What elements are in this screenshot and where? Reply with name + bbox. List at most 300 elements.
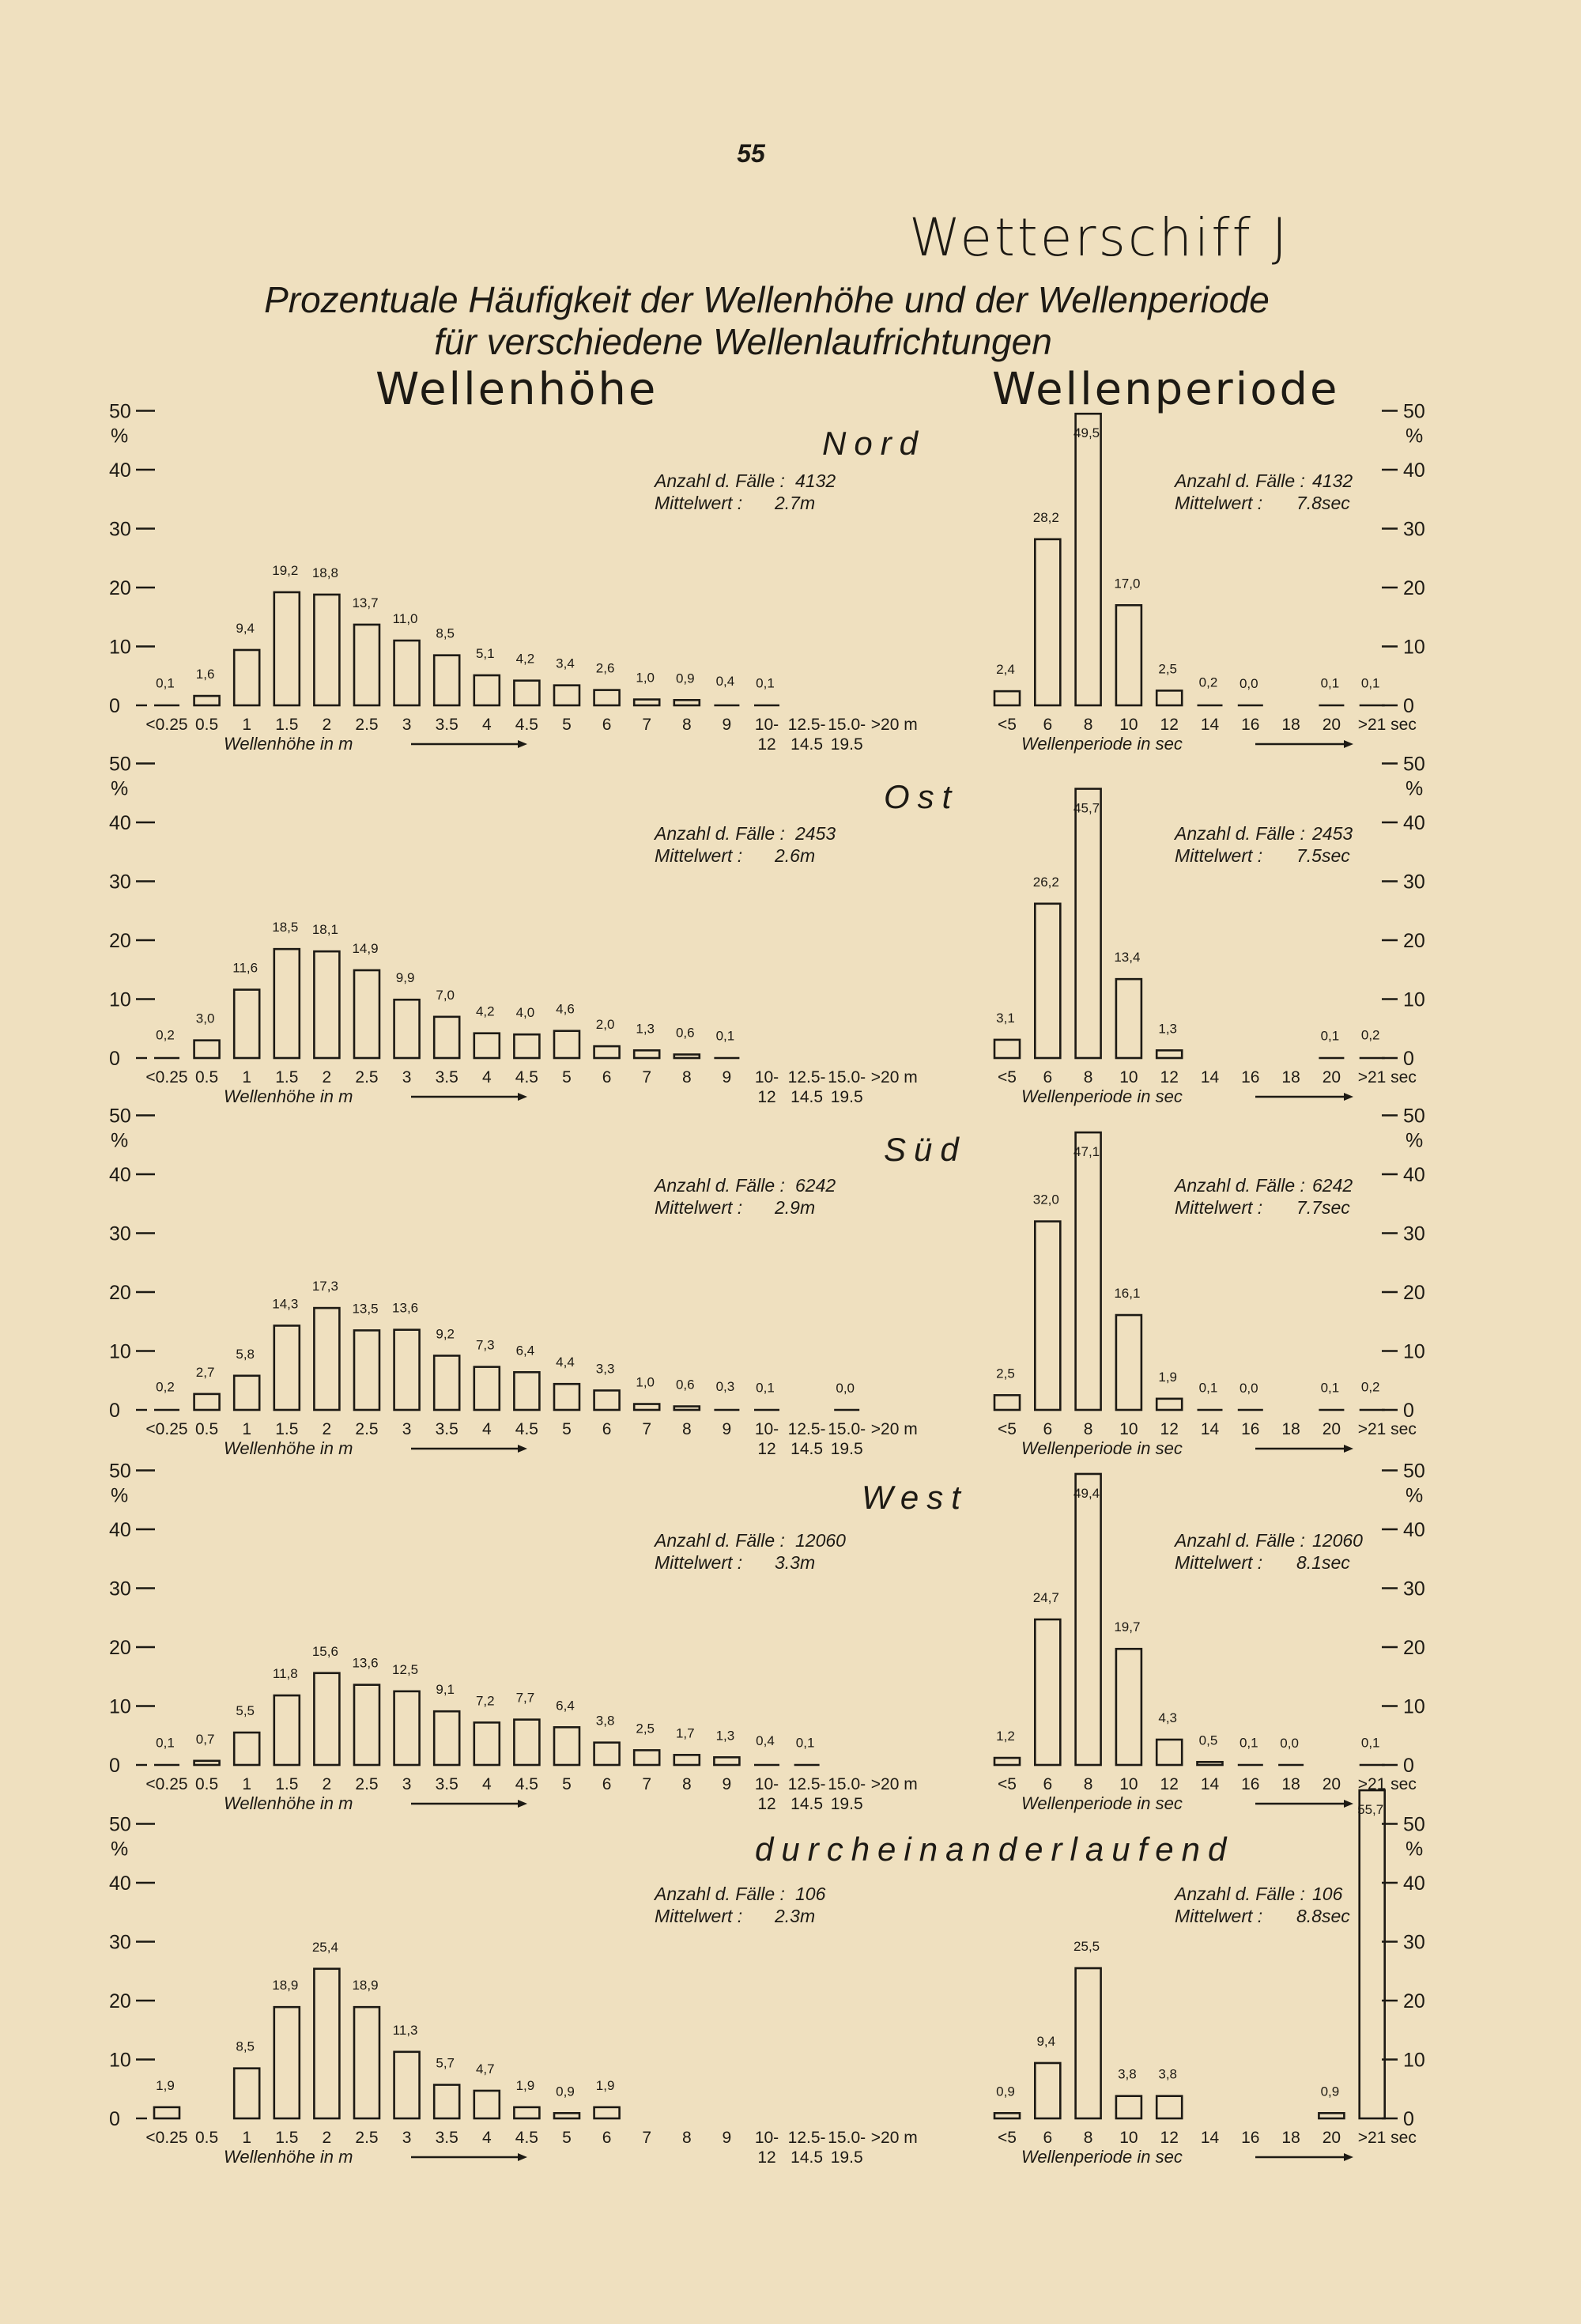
height-x-tick: 4 <box>481 1775 492 1793</box>
height-count-value: 6242 <box>795 1175 836 1196</box>
height-bar <box>154 2107 179 2118</box>
height-x-tick: 3 <box>402 1068 412 1086</box>
y-tick-label-left: 30 <box>109 518 131 541</box>
height-x-tick: >20 m <box>870 716 918 734</box>
height-x-tick: 7 <box>642 1775 652 1793</box>
height-bar <box>634 1750 659 1765</box>
period-value-label: 4,3 <box>1158 1710 1178 1725</box>
height-value-label: 15,6 <box>311 1643 338 1659</box>
height-mean-label: Mittelwert : <box>655 1197 743 1218</box>
height-x-tick-line2: 12 <box>757 2148 776 2167</box>
period-bar <box>1076 414 1101 705</box>
subtitle-line-2: für verschiedene Wellenlaufrichtungen <box>434 321 1052 362</box>
height-x-tick: 15.0- <box>828 1775 866 1793</box>
height-x-tick: 1.5 <box>275 1420 299 1438</box>
period-value-label: 0,9 <box>1320 2084 1340 2099</box>
period-x-tick: <5 <box>998 1068 1017 1086</box>
height-value-label: 1,3 <box>636 1021 655 1037</box>
period-value-label: 0,0 <box>1239 1381 1258 1396</box>
height-x-tick: 3.5 <box>435 2129 458 2147</box>
y-unit-right: % <box>1406 1484 1424 1507</box>
height-x-tick: 2 <box>322 1420 332 1438</box>
height-value-label: 14,9 <box>352 940 379 956</box>
height-value-label: 1,0 <box>636 1374 655 1390</box>
height-x-tick: 12.5- <box>787 1420 826 1438</box>
height-x-tick: 3 <box>402 1420 412 1438</box>
period-value-label: 0,0 <box>1239 676 1258 691</box>
height-bar <box>274 949 300 1058</box>
period-bar <box>994 1395 1020 1410</box>
height-count-value: 106 <box>795 1884 826 1904</box>
height-x-tick: 3.5 <box>435 1420 458 1438</box>
period-bar <box>1157 2096 1182 2118</box>
height-bar <box>674 1755 700 1765</box>
height-mean-value: 3.3m <box>775 1552 816 1573</box>
height-x-tick: 2.5 <box>355 1068 379 1086</box>
height-x-tick: 8 <box>681 716 692 734</box>
heading-wave-height: Wellenhöhe <box>375 364 658 415</box>
period-x-tick: 18 <box>1281 1420 1300 1438</box>
height-bar <box>634 700 659 705</box>
period-bar <box>1116 605 1141 705</box>
height-value-label: 9,4 <box>236 620 255 636</box>
height-x-tick: 9 <box>722 716 732 734</box>
height-x-tick: 0.5 <box>194 716 219 734</box>
height-value-label: 8,5 <box>436 625 455 641</box>
period-x-tick: 8 <box>1083 716 1093 734</box>
period-x-tick: 12 <box>1160 1775 1179 1793</box>
period-value-label: 3,1 <box>996 1010 1015 1026</box>
y-tick-label-right: 10 <box>1403 1695 1425 1718</box>
period-x-tick: 10 <box>1119 1420 1138 1438</box>
height-x-tick: 0.5 <box>194 2129 219 2147</box>
height-value-label: 4,2 <box>515 651 535 667</box>
height-count-label: Anzahl d. Fälle : <box>655 823 785 844</box>
period-x-tick: 14 <box>1200 1775 1220 1793</box>
period-x-tick: 16 <box>1241 2129 1260 2147</box>
height-x-tick-line2: 14.5 <box>790 1440 824 1458</box>
y-tick-label-left: 30 <box>109 871 131 894</box>
height-x-tick: <0.25 <box>145 716 188 734</box>
height-bar <box>434 656 459 705</box>
height-bar <box>514 1372 539 1410</box>
y-tick-label-left: 30 <box>109 1222 131 1245</box>
period-count-label: Anzahl d. Fälle : <box>1175 1530 1305 1551</box>
period-bar <box>1035 1222 1060 1410</box>
period-value-label: 3,8 <box>1118 2066 1137 2082</box>
height-value-label: 0,1 <box>795 1735 815 1751</box>
height-bar <box>514 1034 539 1058</box>
period-x-arrowhead <box>1344 1800 1353 1808</box>
period-mean-value: 8.8sec <box>1296 1906 1350 1926</box>
height-value-label: 0,0 <box>836 1381 855 1396</box>
height-x-tick: 3.5 <box>435 1068 458 1086</box>
period-x-tick: 12 <box>1160 1420 1179 1438</box>
height-value-label: 25,4 <box>311 1939 338 1955</box>
height-x-tick: 4.5 <box>515 2129 539 2147</box>
height-bar <box>394 1000 420 1058</box>
height-value-label: 18,9 <box>272 1978 299 1993</box>
period-value-label: 16,1 <box>1114 1286 1141 1302</box>
period-x-tick: 14 <box>1200 1068 1220 1086</box>
height-x-tick-line2: 19.5 <box>830 735 863 754</box>
height-x-tick: 4.5 <box>515 1420 539 1438</box>
height-x-tick-line2: 19.5 <box>830 1088 863 1106</box>
height-bar <box>234 650 259 705</box>
height-x-tick: 2 <box>322 1068 332 1086</box>
height-x-tick: <0.25 <box>145 1420 188 1438</box>
height-x-tick: 5 <box>562 1420 572 1438</box>
height-bar <box>354 1685 379 1765</box>
y-tick-label-right: 50 <box>1403 400 1425 423</box>
period-mean-label: Mittelwert : <box>1175 845 1263 866</box>
height-bar <box>674 1407 700 1410</box>
height-x-tick: 3 <box>402 1775 412 1793</box>
height-bar <box>354 2007 379 2118</box>
y-tick-label-right: 0 <box>1403 695 1414 717</box>
period-count-value: 4132 <box>1312 470 1353 491</box>
y-tick-label-left: 20 <box>109 577 131 599</box>
y-tick-label-left: 40 <box>109 1872 131 1895</box>
period-x-axis-label: Wellenperiode in sec <box>1021 1438 1183 1458</box>
period-x-tick: 20 <box>1322 716 1341 734</box>
height-mean-value: 2.9m <box>775 1197 816 1218</box>
height-x-tick: 0.5 <box>194 1775 219 1793</box>
y-tick-label-right: 10 <box>1403 1340 1425 1363</box>
height-x-axis-label: Wellenhöhe in m <box>224 1438 353 1458</box>
y-tick-label-right: 0 <box>1403 2108 1414 2130</box>
period-bar <box>994 1040 1020 1058</box>
height-x-tick: 1.5 <box>275 1068 299 1086</box>
height-x-axis-label: Wellenhöhe in m <box>224 1086 353 1106</box>
height-value-label: 0,6 <box>675 1025 695 1041</box>
period-x-tick: 20 <box>1322 1775 1341 1793</box>
height-x-tick: 6 <box>602 2129 612 2147</box>
period-count-label: Anzahl d. Fälle : <box>1175 470 1305 491</box>
height-value-label: 4,2 <box>475 1003 495 1019</box>
period-x-tick: <5 <box>998 1775 1017 1793</box>
height-bar <box>314 1673 339 1765</box>
period-x-tick: <5 <box>998 2129 1017 2147</box>
period-value-label: 0,1 <box>1360 675 1380 691</box>
period-mean-value: 7.8sec <box>1296 493 1350 513</box>
height-bar <box>394 1330 420 1410</box>
height-x-tick: 3.5 <box>435 716 458 734</box>
height-value-label: 0,2 <box>156 1379 175 1395</box>
period-bar <box>1360 1790 1385 2118</box>
period-bar <box>1198 1762 1223 1765</box>
period-x-tick: 8 <box>1083 1775 1093 1793</box>
height-mean-label: Mittelwert : <box>655 493 743 513</box>
y-tick-label-left: 0 <box>109 1048 120 1070</box>
period-bar <box>1319 2113 1344 2118</box>
y-tick-label-right: 20 <box>1403 930 1425 952</box>
y-tick-label-right: 50 <box>1403 1460 1425 1483</box>
height-bar <box>314 1308 339 1410</box>
height-x-tick: 5 <box>562 716 572 734</box>
period-x-tick: 16 <box>1241 716 1260 734</box>
height-value-label: 13,5 <box>352 1301 379 1317</box>
height-x-tick: 0.5 <box>194 1068 219 1086</box>
period-x-tick: 14 <box>1200 716 1220 734</box>
height-bar <box>474 675 500 705</box>
height-bar <box>594 1390 620 1410</box>
period-value-label: 17,0 <box>1114 576 1141 591</box>
period-value-label: 3,8 <box>1158 2066 1178 2082</box>
height-x-tick: 2.5 <box>355 1775 379 1793</box>
height-bar <box>434 1711 459 1765</box>
height-value-label: 3,8 <box>595 1713 615 1729</box>
height-bar <box>194 1761 220 1765</box>
period-x-axis-label: Wellenperiode in sec <box>1021 1086 1183 1106</box>
period-x-arrowhead <box>1344 740 1353 748</box>
height-value-label: 7,2 <box>475 1693 495 1709</box>
y-tick-label-right: 10 <box>1403 2049 1425 2072</box>
period-x-tick: 18 <box>1281 2129 1300 2147</box>
height-x-arrowhead <box>518 2153 527 2161</box>
height-x-tick: 3 <box>402 2129 412 2147</box>
period-x-tick: >21 sec <box>1357 1420 1417 1438</box>
height-bar <box>674 1055 700 1058</box>
y-tick-label-right: 10 <box>1403 636 1425 659</box>
height-x-tick: 9 <box>722 1420 732 1438</box>
y-tick-label-left: 20 <box>109 1637 131 1659</box>
height-x-tick: 1.5 <box>275 716 299 734</box>
y-tick-label-left: 10 <box>109 1340 131 1363</box>
period-x-tick: 10 <box>1119 716 1138 734</box>
period-value-label: 0,2 <box>1360 1379 1380 1395</box>
period-value-label: 0,1 <box>1198 1380 1218 1396</box>
y-tick-label-right: 20 <box>1403 1990 1425 2012</box>
period-mean-label: Mittelwert : <box>1175 493 1263 513</box>
period-mean-value: 7.5sec <box>1296 845 1350 866</box>
period-value-label: 45,7 <box>1073 800 1100 816</box>
period-x-axis-label: Wellenperiode in sec <box>1021 2147 1183 2167</box>
height-value-label: 11,6 <box>232 960 258 976</box>
height-x-tick: 12.5- <box>787 1775 826 1793</box>
period-x-arrowhead <box>1344 2153 1353 2161</box>
period-x-arrowhead <box>1344 1445 1353 1453</box>
height-bar <box>474 1722 500 1765</box>
period-value-label: 25,5 <box>1073 1939 1100 1955</box>
height-bar <box>554 2113 579 2118</box>
height-bar <box>554 1031 579 1058</box>
period-value-label: 1,2 <box>996 1729 1015 1744</box>
period-value-label: 0,1 <box>1320 1028 1340 1044</box>
height-x-tick: 5 <box>562 1775 572 1793</box>
period-bar <box>1035 904 1060 1058</box>
period-bar <box>1116 979 1141 1058</box>
height-bar <box>274 592 300 705</box>
height-x-tick: 10- <box>754 1420 779 1438</box>
period-x-tick: 16 <box>1241 1775 1260 1793</box>
height-count-value: 12060 <box>795 1530 846 1551</box>
height-x-tick: 2.5 <box>355 1420 379 1438</box>
period-value-label: 1,9 <box>1158 1369 1178 1385</box>
height-x-tick: 8 <box>681 2129 692 2147</box>
height-x-tick: 15.0- <box>828 1068 866 1086</box>
y-tick-label-left: 40 <box>109 812 131 834</box>
height-bar <box>274 1325 300 1410</box>
height-x-tick: 9 <box>722 2129 732 2147</box>
height-x-tick: 6 <box>602 1420 612 1438</box>
period-x-tick: 12 <box>1160 1068 1179 1086</box>
height-value-label: 0,2 <box>156 1027 175 1043</box>
y-unit-left: % <box>111 1838 129 1861</box>
height-bar <box>474 2091 500 2118</box>
height-value-label: 5,7 <box>436 2055 455 2071</box>
period-value-label: 49,5 <box>1073 425 1100 441</box>
period-value-label: 0,1 <box>1239 1735 1258 1751</box>
y-tick-label-right: 40 <box>1403 1519 1425 1541</box>
height-bar <box>434 2085 459 2118</box>
height-x-tick: 10- <box>754 1775 779 1793</box>
height-count-label: Anzahl d. Fälle : <box>655 470 785 491</box>
period-mean-label: Mittelwert : <box>1175 1552 1263 1573</box>
height-x-tick: 3.5 <box>435 1775 458 1793</box>
height-x-tick-line2: 14.5 <box>790 2148 824 2167</box>
height-x-tick: 4 <box>481 716 492 734</box>
period-x-tick: <5 <box>998 1420 1017 1438</box>
period-value-label: 26,2 <box>1032 874 1059 890</box>
height-value-label: 11,3 <box>392 2022 418 2038</box>
height-count-label: Anzahl d. Fälle : <box>655 1175 785 1196</box>
height-bar <box>234 1733 259 1765</box>
height-count-label: Anzahl d. Fälle : <box>655 1884 785 1904</box>
period-value-label: 0,2 <box>1360 1027 1380 1043</box>
height-value-label: 1,3 <box>715 1728 735 1744</box>
height-x-tick: 1 <box>242 2129 252 2147</box>
period-value-label: 0,1 <box>1320 1380 1340 1396</box>
y-tick-label-left: 50 <box>109 753 131 776</box>
y-tick-label-right: 0 <box>1403 1755 1414 1777</box>
height-bar <box>234 990 259 1058</box>
height-x-axis-label: Wellenhöhe in m <box>224 2147 353 2167</box>
height-bar <box>514 681 539 705</box>
period-value-label: 28,2 <box>1032 509 1059 525</box>
period-value-label: 0,1 <box>1360 1735 1380 1751</box>
period-value-label: 49,4 <box>1073 1485 1100 1501</box>
height-x-tick: 8 <box>681 1775 692 1793</box>
height-x-tick: 10- <box>754 716 779 734</box>
height-x-tick: >20 m <box>870 2129 918 2147</box>
period-x-tick: 12 <box>1160 2129 1179 2147</box>
period-x-tick: 10 <box>1119 1068 1138 1086</box>
height-value-label: 1,9 <box>156 2077 175 2093</box>
y-tick-label-left: 0 <box>109 695 120 717</box>
period-value-label: 2,4 <box>996 662 1015 678</box>
height-bar <box>394 641 420 705</box>
period-count-value: 2453 <box>1312 823 1353 844</box>
period-value-label: 0,1 <box>1320 675 1340 691</box>
period-value-label: 1,3 <box>1158 1021 1178 1037</box>
period-bar <box>1157 690 1182 705</box>
height-bar <box>194 696 220 705</box>
height-x-tick: 8 <box>681 1420 692 1438</box>
period-value-label: 0,9 <box>996 2084 1015 2099</box>
y-unit-left: % <box>111 777 129 800</box>
y-tick-label-left: 50 <box>109 1105 131 1128</box>
height-bar <box>354 625 379 705</box>
period-mean-value: 8.1sec <box>1296 1552 1350 1573</box>
period-bar <box>1116 1315 1141 1410</box>
y-tick-label-left: 0 <box>109 1400 120 1422</box>
height-bar <box>234 1376 259 1410</box>
period-x-axis-label: Wellenperiode in sec <box>1021 1793 1183 1813</box>
height-bar <box>594 1743 620 1765</box>
height-x-tick: 0.5 <box>194 1420 219 1438</box>
height-mean-value: 2.7m <box>775 493 816 513</box>
height-x-tick: 4 <box>481 1420 492 1438</box>
height-bar <box>634 1050 659 1058</box>
height-x-tick: 15.0- <box>828 1420 866 1438</box>
subtitle-line-1: Prozentuale Häufigkeit der Wellenhöhe und der Wellenperiode <box>264 279 1270 320</box>
y-tick-label-right: 50 <box>1403 1813 1425 1836</box>
height-x-tick: >20 m <box>870 1068 918 1086</box>
period-value-label: 0,2 <box>1198 675 1218 690</box>
height-bar <box>394 2052 420 2118</box>
y-tick-label-right: 30 <box>1403 1222 1425 1245</box>
height-x-tick: 1.5 <box>275 2129 299 2147</box>
period-bar <box>1035 1619 1060 1765</box>
height-x-tick: <0.25 <box>145 1775 188 1793</box>
y-unit-right: % <box>1406 425 1424 448</box>
period-value-label: 47,1 <box>1073 1144 1100 1160</box>
period-x-axis-label: Wellenperiode in sec <box>1021 734 1183 754</box>
period-value-label: 55,7 <box>1357 1802 1384 1818</box>
height-bar <box>354 1330 379 1410</box>
period-mean-label: Mittelwert : <box>1175 1906 1263 1926</box>
height-bar <box>194 1394 220 1410</box>
period-x-tick: 14 <box>1200 1420 1220 1438</box>
height-value-label: 1,9 <box>595 2077 615 2093</box>
period-count-value: 106 <box>1312 1884 1343 1904</box>
height-bar <box>314 1969 339 2118</box>
height-value-label: 13,7 <box>352 595 379 610</box>
height-x-tick: 7 <box>642 1420 652 1438</box>
height-x-tick: 6 <box>602 1068 612 1086</box>
period-value-label: 2,5 <box>1158 661 1178 677</box>
height-bar <box>554 686 579 705</box>
height-value-label: 3,3 <box>595 1361 615 1377</box>
height-bar <box>394 1691 420 1765</box>
y-tick-label-right: 50 <box>1403 753 1425 776</box>
height-value-label: 9,1 <box>436 1682 455 1698</box>
height-x-tick: 1 <box>242 1068 252 1086</box>
y-tick-label-right: 30 <box>1403 518 1425 541</box>
height-x-tick: 4 <box>481 2129 492 2147</box>
height-x-tick: 2 <box>322 2129 332 2147</box>
height-value-label: 0,1 <box>156 1735 175 1751</box>
height-value-label: 0,3 <box>715 1378 735 1394</box>
y-tick-label-left: 20 <box>109 930 131 952</box>
height-x-tick: 12.5- <box>787 1068 826 1086</box>
y-unit-right: % <box>1406 1129 1424 1152</box>
height-value-label: 0,1 <box>756 675 775 691</box>
height-x-tick: 1 <box>242 1420 252 1438</box>
height-value-label: 7,7 <box>515 1690 535 1706</box>
height-value-label: 18,9 <box>352 1978 379 1993</box>
period-bar <box>1157 1050 1182 1058</box>
height-value-label: 17,3 <box>311 1279 338 1294</box>
period-x-tick: 18 <box>1281 1775 1300 1793</box>
height-value-label: 6,4 <box>556 1698 575 1714</box>
y-tick-label-right: 30 <box>1403 1931 1425 1954</box>
height-x-tick: <0.25 <box>145 2129 188 2147</box>
period-count-label: Anzahl d. Fälle : <box>1175 1175 1305 1196</box>
height-value-label: 6,4 <box>515 1343 535 1359</box>
height-value-label: 5,8 <box>236 1346 255 1362</box>
